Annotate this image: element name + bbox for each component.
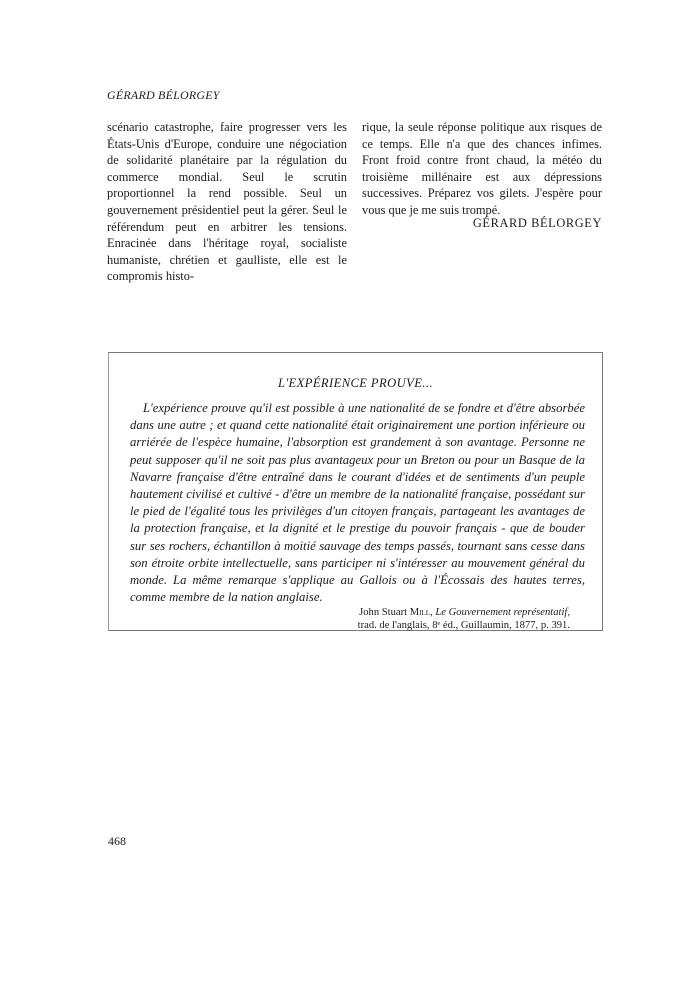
running-head: GÉRARD BÉLORGEY	[107, 88, 220, 102]
citation-title: Le Gouvernement représentatif,	[435, 607, 570, 618]
quote-paragraph: L'expérience prouve qu'il est possible à une nationalité de se fondre et d'être absorbée dans une autre ; et quand cette nationalité était originairement une portion inférieure ou arriérée de l'espèce humaine, l'absorption est grandement à son avantage. Personne ne peut supposer qu'il ne soit pas plus avantageux pour un Breton ou pour un Basque de la Navarre française d'être entraîné dans le courant d'idées et de sentiments d'un peuple hautement civilisé et cultivé - d'être un membre de la nationalité française, possédant sur le pied de l'égalité tous les privilèges d'un citoyen français, partageant les avantages de la protection française, et la dignité et le prestige du pouvoir français - que de bouder sur ses rochers, échantillon à moitié sauvage des temps passés, tournant sans cesse dans son étroite orbite intellectuelle, sans participer ni s'intéresser au mouvement général du monde. La même remarque s'applique au Gallois ou à l'Écossais des hautes terres, comme membre de la nation anglaise.	[130, 401, 585, 605]
author-signature: GÉRARD BÉLORGEY	[472, 216, 602, 230]
page-number: 468	[108, 834, 126, 848]
right-column-paragraph: rique, la seule réponse politique aux risques de ce temps. Elle n'a que des chances infimes. Front froid contre front chaud, la météo du troisième millénaire est aux dépressions successives. Préparez vos gilets. J'espère pour vous que je me suis trompé.	[362, 120, 602, 217]
citation-author-last: Mill	[409, 607, 431, 618]
left-column-paragraph: scénario catastrophe, faire progresser vers les États-Unis d'Europe, conduire une négociation de solidarité planétaire par la régulation du commerce mondial. Seul le scrutin proportionnel la rend possible. Seul un gouvernement présidentiel peut la gérer. Seul le référendum peut en arbitrer les tensions. Enracinée dans l'héritage royal, socialiste humaniste, chrétien et gaulliste, elle est le compromis histo-	[107, 120, 347, 284]
quote-text	[130, 400, 585, 606]
citation-author-first: John Stuart	[359, 607, 408, 618]
text-column-left	[107, 119, 347, 285]
citation-details: trad. de l'anglais, 8ᵉ éd., Guillaumin, 1877, p. 391.	[357, 620, 570, 631]
quote-citation	[270, 606, 570, 632]
citation-line-1: John Stuart Mill, Le Gouvernement représentatif,	[359, 607, 570, 618]
text-column-right	[362, 119, 602, 219]
quote-box-title: L'EXPÉRIENCE PROUVE...	[278, 376, 433, 390]
